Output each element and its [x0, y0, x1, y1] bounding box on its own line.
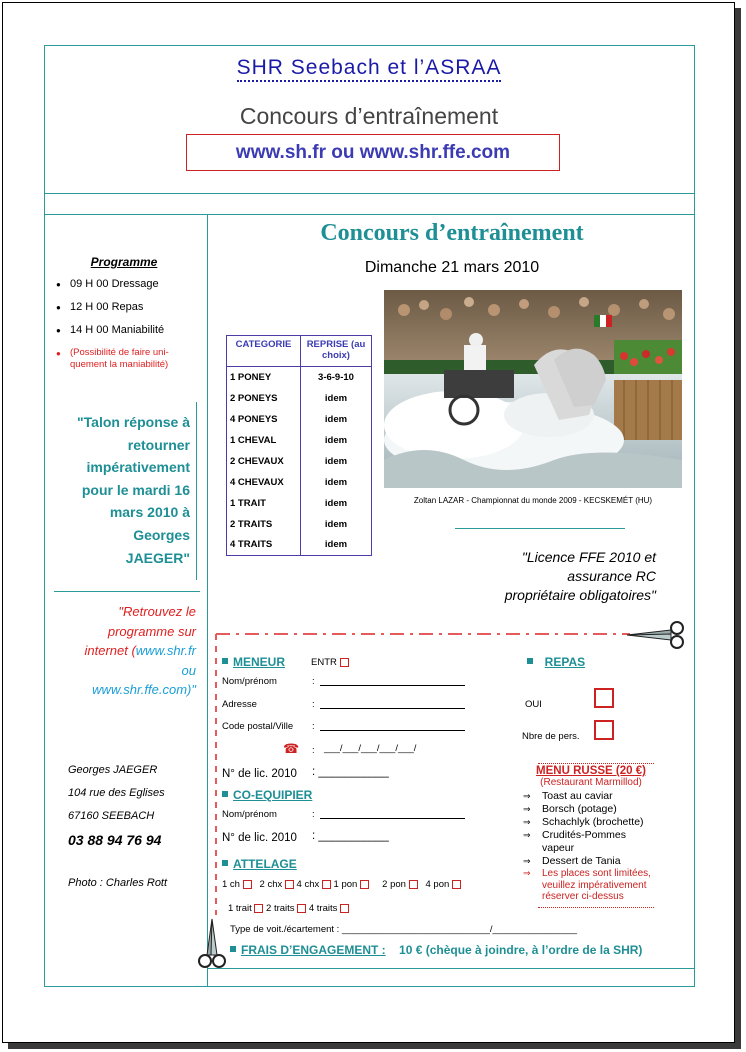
website-link-2[interactable]: www.shr.ffe.com)" — [92, 682, 196, 697]
licence-label: N° de lic. 2010 — [222, 768, 297, 780]
frame-bottom — [44, 986, 695, 987]
checkbox[interactable] — [409, 880, 418, 889]
table-cell: 4 TRAITS — [230, 539, 273, 551]
programme-title: Programme — [90, 255, 158, 269]
licence-line: "Licence FFE 2010 et — [521, 549, 656, 565]
retrouvez-text — [54, 602, 196, 700]
table-header-row — [227, 336, 372, 367]
talon-line: Georges — [133, 526, 190, 543]
table-cell: idem — [301, 388, 372, 409]
talon-line: impérativement — [86, 459, 190, 476]
websites-box: www.sh.fr ou www.shr.ffe.com — [186, 134, 560, 171]
scissors-icon — [625, 620, 687, 650]
table-cell: idem — [301, 409, 372, 430]
talon-line: retourner — [127, 436, 190, 453]
menu-list — [522, 790, 660, 903]
option-label: 1 ch — [222, 879, 240, 890]
option-label: 4 traits — [308, 903, 338, 914]
table-row — [227, 493, 372, 514]
contact-city: 67160 SEEBACH — [68, 810, 155, 822]
section-co-equipier-label: CO-EQUIPIER — [233, 788, 313, 802]
programme-item: ● 09 H 00 Dressage — [56, 278, 201, 291]
frame-top — [44, 45, 694, 46]
talon-line: JAEGER" — [125, 549, 190, 566]
telephone-icon: ☎ — [283, 741, 300, 756]
table-cell: idem — [301, 535, 372, 556]
oui-checkbox[interactable] — [594, 688, 614, 708]
left-separator — [54, 591, 200, 592]
section-repas-label: REPAS — [544, 655, 586, 669]
trait-option[interactable] — [266, 903, 306, 914]
nom-prenom-label: Nom/prénom — [222, 676, 277, 687]
attelage-option[interactable] — [222, 879, 252, 890]
licence-field[interactable]: : ___________ — [312, 766, 389, 778]
co-licence-field[interactable]: : ___________ — [312, 830, 389, 842]
menu-title: MENU RUSSE (20 €) — [536, 765, 646, 777]
programme-item: ● 12 H 00 Repas — [56, 301, 201, 314]
option-label: 1 trait — [228, 903, 252, 914]
event-date: Dimanche 21 mars 2010 — [364, 259, 540, 276]
table-row — [227, 409, 372, 430]
table-cell: idem — [301, 514, 372, 535]
frame-left — [44, 45, 45, 987]
type-voiture-field[interactable]: Type de voit./écartement : ____________________________/________________ — [230, 924, 578, 935]
column-divider — [207, 214, 208, 986]
co-nom-prenom-field[interactable] — [320, 818, 465, 819]
retrouvez-line: "Retrouvez le — [118, 604, 196, 619]
menu-item: ⇒ Borsch (potage) — [522, 803, 660, 816]
menu-item: ⇒ Crudités-Pommes vapeur — [522, 829, 660, 855]
menu-subtitle: (Restaurant Marmillod) — [540, 777, 642, 788]
table-cell: 1 PONEY — [230, 371, 272, 383]
frais-label: FRAIS D’ENGAGEMENT : — [241, 943, 386, 957]
attelage-option[interactable] — [382, 879, 417, 890]
checkbox[interactable] — [360, 880, 369, 889]
code-postal-label: Code postal/Ville — [222, 721, 294, 732]
adresse-label: Adresse — [222, 699, 257, 710]
checkbox[interactable] — [322, 880, 331, 889]
code-postal-field[interactable] — [320, 730, 465, 731]
header-divider — [44, 193, 694, 194]
frame-right — [694, 45, 695, 987]
website-link[interactable]: www.shr.fr — [135, 643, 196, 658]
attelage-option[interactable] — [297, 879, 331, 890]
checkbox[interactable] — [340, 904, 349, 913]
section-attelage — [222, 857, 297, 871]
table-cell: 1 TRAIT — [230, 497, 266, 509]
category-table — [226, 335, 372, 556]
option-label: 1 pon — [333, 879, 358, 890]
licence-notice — [430, 548, 656, 605]
table-cell: 4 PONEYS — [230, 413, 278, 425]
table-cell: 2 CHEVAUX — [230, 455, 284, 467]
attelage-option[interactable] — [334, 879, 369, 890]
co-licence-label: N° de lic. 2010 — [222, 832, 297, 844]
nbre-pers-box[interactable] — [594, 720, 614, 740]
checkbox[interactable] — [243, 880, 252, 889]
checkbox[interactable] — [452, 880, 461, 889]
table-row — [227, 535, 372, 556]
menu-note: ⇒ Les places sont limitées, veuillez impérativement réserver ci-dessus — [522, 868, 660, 903]
photo-caption: Zoltan LAZAR - Championnat du monde 2009 - KECSKEMÉT (HU) — [413, 496, 653, 505]
checkbox[interactable] — [254, 904, 263, 913]
section-frais — [230, 943, 642, 957]
main-title: Concours d’entraînement — [320, 220, 584, 246]
talon-line: pour le mardi 16 — [81, 481, 190, 498]
programme-list — [56, 278, 201, 381]
menu-divider-bottom — [538, 907, 654, 908]
table-row — [227, 472, 372, 493]
table-row — [227, 388, 372, 409]
talon-reponse-text — [60, 411, 190, 569]
menu-item: ⇒ Dessert de Tania — [522, 855, 660, 868]
colon: : — [312, 676, 315, 687]
option-label: 4 chx — [296, 879, 320, 890]
table-cell: 4 CHEVAUX — [230, 476, 284, 488]
menu-item: ⇒ Toast au caviar — [522, 790, 660, 803]
retrouvez-line: internet ( — [84, 643, 136, 658]
table-row — [227, 367, 372, 388]
section-meneur — [222, 655, 285, 669]
licence-line: assurance RC — [567, 568, 656, 584]
section-meneur-label: MENEUR — [233, 655, 286, 669]
contact-phone: 03 88 94 76 94 — [68, 832, 162, 848]
retrouvez-line: programme sur — [107, 623, 196, 639]
table-cell: idem — [301, 472, 372, 493]
retrouvez-line: ou — [181, 662, 196, 678]
section-co-equipier — [222, 788, 312, 802]
table-cell: idem — [301, 493, 372, 514]
carriage-photo-image — [384, 290, 682, 488]
table-row — [227, 430, 372, 451]
trait-option[interactable] — [228, 903, 263, 914]
colon: : — [312, 699, 315, 710]
nom-prenom-field[interactable] — [320, 685, 465, 686]
co-nom-prenom-label: Nom/prénom — [222, 809, 277, 820]
oui-label: OUI — [525, 699, 542, 710]
checkbox[interactable] — [285, 880, 294, 889]
org-title: SHR Seebach et l’ASRAA — [44, 56, 694, 80]
programme-note: ● (Possibilité de faire uni- quement la maniabilité) — [56, 347, 201, 371]
option-label: 2 traits — [266, 903, 295, 914]
talon-side-line — [196, 402, 197, 580]
table-cell: 2 PONEYS — [230, 392, 278, 404]
programme-item: ● 14 H 00 Maniabilité — [56, 324, 201, 337]
section-attelage-label: ATTELAGE — [233, 857, 297, 871]
entr-text: ENTR — [311, 657, 337, 668]
header-subtitle: Concours d’entraînement — [239, 103, 499, 129]
attelage-options — [222, 879, 461, 890]
table-cell: idem — [301, 430, 372, 451]
option-label: 4 pon — [425, 879, 450, 890]
phone-field[interactable]: ___/___/___/___/___/ — [324, 743, 417, 754]
scissors-icon-vertical — [197, 917, 227, 969]
menu-divider-top — [538, 763, 654, 764]
column-header: REPRISE (au choix) — [301, 336, 372, 367]
column-header: CATEGORIE — [227, 336, 301, 367]
colon: : — [312, 745, 315, 756]
trait-option[interactable] — [309, 903, 349, 914]
table-row — [227, 514, 372, 535]
attelage-option[interactable] — [426, 879, 461, 890]
entr-label — [311, 657, 349, 668]
contact-street: 104 rue des Eglises — [68, 787, 165, 799]
header-divider-2 — [44, 214, 694, 215]
colon: : — [312, 809, 315, 820]
table-cell: 1 CHEVAL — [230, 434, 277, 446]
photo-credit: Photo : Charles Rott — [68, 877, 168, 889]
table-row — [227, 451, 372, 472]
table-cell: 3-6-9-10 — [301, 367, 372, 388]
licence-separator — [455, 528, 625, 529]
nbre-pers-label: Nbre de pers. — [522, 731, 580, 742]
menu-russe — [522, 765, 660, 903]
talon-line: mars 2010 à — [109, 504, 190, 521]
attelage-option[interactable] — [260, 879, 294, 890]
talon-line: "Talon réponse à — [77, 414, 190, 430]
option-label: 2 chx — [259, 879, 283, 890]
contact-name: Georges JAEGER — [68, 764, 158, 776]
section-repas — [527, 655, 585, 669]
colon: : — [312, 721, 315, 732]
table-cell: 2 TRAITS — [230, 518, 273, 530]
checkbox[interactable] — [297, 904, 306, 913]
menu-item: ⇒ Schachlyk (brochette) — [522, 816, 660, 829]
adresse-field[interactable] — [320, 708, 465, 709]
frais-detail: 10 € (chèque à joindre, à l’ordre de la SHR) — [399, 943, 643, 957]
carriage-photo — [384, 290, 682, 488]
table-cell: idem — [301, 451, 372, 472]
option-label: 2 pon — [382, 879, 406, 890]
form-bottom-line — [208, 968, 694, 969]
licence-line: propriétaire obligatoires" — [504, 587, 656, 603]
entr-checkbox[interactable] — [340, 658, 349, 667]
trait-options — [228, 903, 349, 914]
